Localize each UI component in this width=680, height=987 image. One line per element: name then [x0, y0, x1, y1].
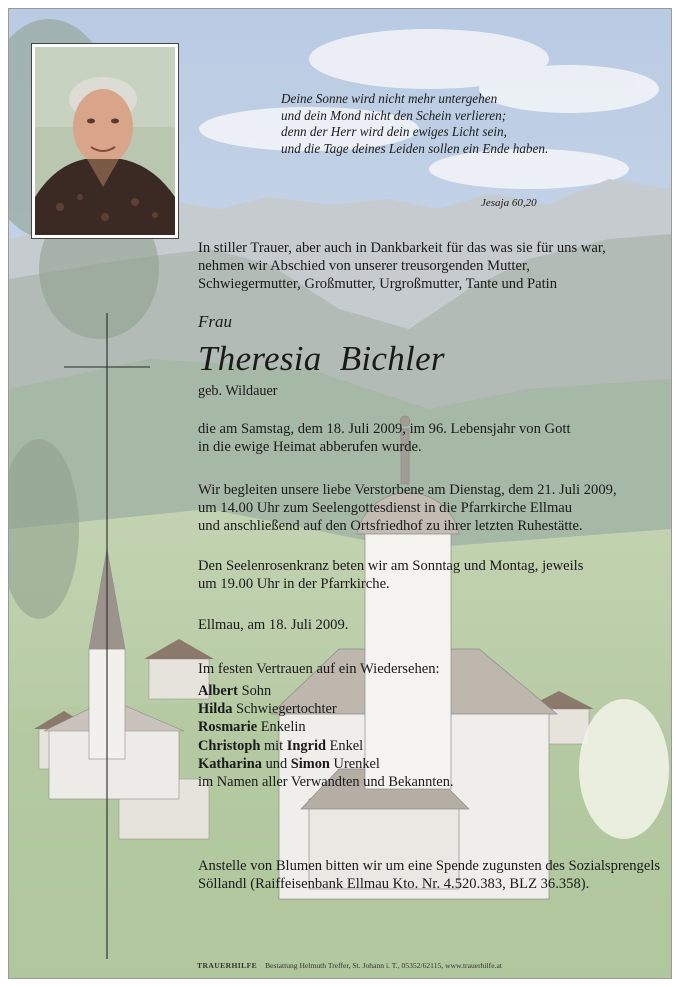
mourner-name: Rosmarie — [198, 719, 258, 736]
mourner-row — [198, 700, 454, 718]
intro-line: In stiller Trauer, aber auch in Dankbarkeit für das was sie für uns war, — [198, 240, 606, 256]
funeral-line: um 14.00 Uhr zum Seelengottesdienst in die Pfarrkirche Ellmau — [198, 500, 573, 516]
mourner-name: Katharina — [198, 755, 262, 772]
donation-request — [198, 857, 660, 893]
verse-line: und dein Mond nicht den Schein verlieren; — [281, 107, 507, 123]
funeral-line: Wir begleiten unsere liebe Verstorbene am Dienstag, dem 21. Juli 2009, — [198, 482, 617, 498]
place-date: Ellmau, am 18. Juli 2009. — [198, 617, 349, 633]
funeral-line: und anschließend auf den Ortsfriedhof zu ihrer letzten Ruhestätte. — [198, 518, 583, 534]
mourner-name: Albert — [198, 683, 238, 699]
donation-line: Anstelle von Blumen bitten wir um eine Spende zugunsten des Sozialsprengels — [198, 858, 661, 874]
mourner-joiner: mit — [260, 737, 287, 754]
verse-line: Deine Sonne wird nicht mehr untergehen — [281, 91, 498, 106]
intro-text — [198, 239, 606, 293]
funeral-info — [198, 481, 617, 535]
obituary-frame — [8, 8, 672, 979]
portrait-photo — [35, 47, 175, 235]
funeral-home-details: Bestattung Helmuth Treffer, St. Johann i. T., 05352/62115, www.trauerhilfe.at — [265, 961, 502, 970]
funeral-home-footer — [197, 961, 502, 970]
donation-line: Söllandl (Raiffeisenbank Ellmau Kto. Nr. 4.520.383, BLZ 36.358). — [198, 876, 590, 892]
mourner-row — [198, 737, 454, 755]
maiden-name: geb. Wildauer — [198, 383, 278, 399]
mourner-row — [198, 718, 454, 736]
bible-verse — [281, 91, 548, 157]
mourner-role: Sohn — [237, 683, 272, 699]
rosary-line: um 19.00 Uhr in der Pfarrkirche. — [198, 576, 390, 592]
mourner-row — [198, 755, 454, 773]
intro-line: Schwiegermutter, Großmutter, Urgroßmutter, Tante und Patin — [198, 276, 558, 292]
mourner-role: Urenkel — [329, 755, 380, 772]
mourner-name: Simon — [290, 755, 330, 772]
deceased-name: Theresia Bichler — [198, 339, 445, 378]
honorific: Frau — [198, 312, 232, 331]
cross-ornament — [64, 309, 154, 969]
mourner-joiner: und — [261, 755, 291, 772]
verse-line: und die Tage deines Leiden sollen ein Ende haben. — [281, 140, 549, 156]
death-notice — [198, 420, 571, 456]
mourner-name: Ingrid — [286, 737, 326, 754]
mourner-name: Christoph — [198, 737, 261, 754]
portrait-photo-frame — [31, 43, 179, 239]
mourners-heading: Im festen Vertrauen auf ein Wiedersehen: — [198, 661, 440, 677]
intro-line: nehmen wir Abschied von unserer treusorgenden Mutter, — [198, 258, 530, 274]
rosary-info — [198, 557, 583, 593]
mourners-closing: im Namen aller Verwandten und Bekannten. — [198, 774, 454, 791]
mourner-row — [198, 682, 454, 700]
mourners-list — [198, 682, 454, 791]
rosary-line: Den Seelenrosenkranz beten wir am Sonntag und Montag, jeweils — [198, 558, 584, 574]
death-notice-line: die am Samstag, dem 18. Juli 2009, im 96. Lebensjahr von Gott — [198, 421, 571, 437]
mourner-role: Schwiegertochter — [232, 701, 337, 718]
death-notice-line: in die ewige Heimat abberufen wurde. — [198, 439, 422, 455]
verse-line: denn der Herr wird dein ewiges Licht sein, — [281, 124, 507, 140]
mourner-role: Enkel — [325, 737, 364, 754]
verse-reference: Jesaja 60,20 — [481, 197, 537, 209]
funeral-home-brand: TRAUERHILFE — [197, 961, 258, 970]
mourner-name: Hilda — [198, 701, 233, 718]
mourner-role: Enkelin — [257, 719, 306, 736]
